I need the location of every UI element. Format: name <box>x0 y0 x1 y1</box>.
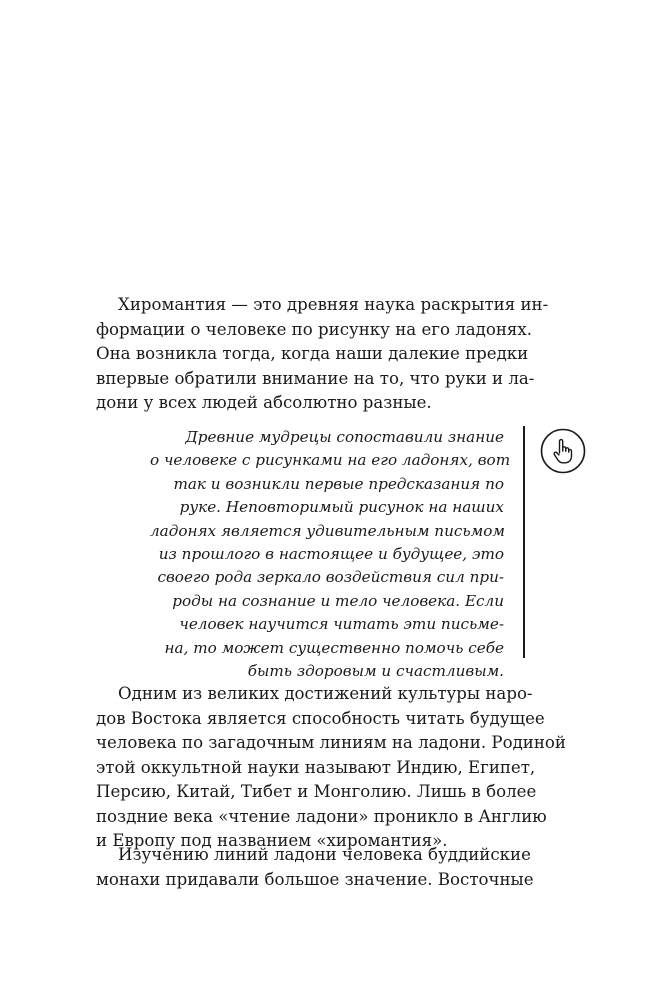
quote-line: быть здоровым и счастливым. <box>247 661 504 680</box>
quote-line: так и возникли первые предсказания по <box>173 474 504 493</box>
text-line: дов Востока является способность читать будущее <box>96 708 545 728</box>
text-line: Изучению линий ладони человека буддийские <box>118 845 531 864</box>
text-line: и Европу под названием «хиромантия». <box>96 831 448 850</box>
pointing-hand-icon <box>540 428 586 474</box>
quote-divider <box>523 426 525 658</box>
quote-line: из прошлого в настоящее и будущее, это <box>158 544 504 563</box>
quote-line: роды на сознание и тело человека. Если <box>172 591 504 610</box>
text-line: впервые обратили внимание на то, что руки и ла- <box>96 368 535 388</box>
paragraph-intro <box>96 293 549 416</box>
quote-line: на, то может существенно помочь себе <box>164 638 504 657</box>
paragraph-monks <box>96 843 534 892</box>
pull-quote <box>150 426 511 683</box>
quote-line: Древние мудрецы сопоставили знание <box>185 428 504 446</box>
quote-line: о человеке с рисунками на его ладонях, вот <box>150 451 511 470</box>
text-line: поздние века «чтение ладони» проникло в Англию <box>96 806 547 826</box>
text-line: формации о человеке по рисунку на его ладонях. <box>96 319 533 339</box>
text-line: Она возникла тогда, когда наши далекие предки <box>96 344 529 363</box>
text-line: Одним из великих достижений культуры наро- <box>118 684 533 703</box>
text-line: Персию, Китай, Тибет и Монголию. Лишь в более <box>96 782 537 801</box>
text-line: этой оккультной науки называют Индию, Египет, <box>96 757 536 777</box>
text-line: Хиромантия — это древняя наука раскрытия ин- <box>118 295 549 314</box>
paragraph-east <box>96 682 566 854</box>
quote-line: ладонях является удивительным письмом <box>150 521 505 540</box>
text-line: монахи придавали большое значение. Восточные <box>96 869 534 889</box>
text-line: человека по загадочным линиям на ладони. Родиной <box>96 733 566 752</box>
quote-line: руке. Неповторимый рисунок на наших <box>179 498 504 517</box>
text-line: дони у всех людей абсолютно разные. <box>96 393 432 412</box>
quote-line: человек научится читать эти письме- <box>179 615 504 634</box>
quote-line: своего рода зеркало воздействия сил при- <box>157 568 504 587</box>
